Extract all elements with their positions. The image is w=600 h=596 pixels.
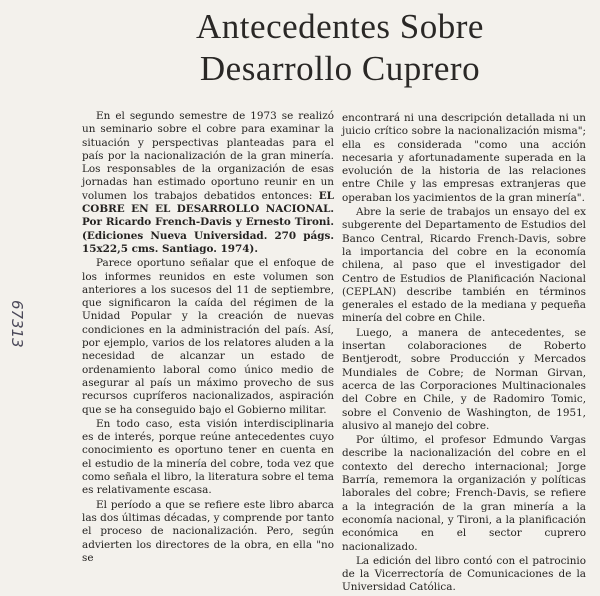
title-line-2: Desarrollo Cuprero [199,49,481,88]
left-paragraph-2: Parece oportuno señalar que el enfoque de los informes reunidos en este volumen son anteriores a los sucesos del 11 de septiembre, que significaron la caída del régimen de la Unidad Popular y la creación de nuevas condiciones en la administración del país. Así, por ejemplo, varios de los relatores aluden a la necesidad de alcanzar un estado de ordenamiento laboral como único medio de asegurar al país un máximo provecho de sus recursos cupríferos nacionalizados, aspiración que se ha conseguido bajo el Gobierno militar. [82,257,334,416]
left-p1-text: En el segundo semestre de 1973 se realizó un seminario sobre el cobre para examinar la situación y perspectivas planteadas para el país por la nacionalización de la gran minería. Los responsables de la organización de esas jornadas han estimado oportuno reunir en un volumen los trabajos debatidos entonces: [82,110,334,202]
title-line-1: Antecedentes Sobre [196,7,484,46]
book-citation: EL COBRE EN EL DESARROLLO NACIONAL. Por Ricardo French-Davis y Ernesto Tironi. (Ediciones Nueva Universidad. 270 págs. 15x22,5 cms. Santiago. 1974). [82,189,334,255]
handwritten-newspaper-name [0,150,2,470]
handwritten-catalog-code: 67313 [8,300,26,348]
right-paragraph-5: La edición del libro contó con el patrocinio de la Vicerrectoría de Comunicaciones de la Universidad Católica. [342,554,586,594]
right-paragraph-3: Luego, a manera de antecedentes, se insertan colaboraciones de Roberto Bentjerodt, sobre Producción y Mercados Mundiales de Cobre; de Norman Girvan, acerca de las Corporaciones Multinacionales del Cobre en Chile, y de Radomiro Tomic, sobre el Convenio de Washington, de 1951, alusivo al manejo del cobre. [342,326,586,432]
left-paragraph-4: El período a que se refiere este libro abarca las dos últimas décadas, y comprende por tanto el proceso de nacionalización. Pero, según advierten los directores de la obra, en ella "no se [82,498,334,564]
right-column [342,112,586,596]
handwritten-source-note [0,150,2,470]
left-column [82,110,334,566]
left-paragraph-1 [82,110,334,256]
right-paragraph-2: Abre la serie de trabajos un ensayo del ex subgerente del Departamento de Estudios del Banco Central, Ricardo French-Davis, sobre la importancia del cobre en la economía chilena, al paso que el investigador del Centro de Estudios de Planificación Nacional (CEPLAN) describe también en términos generales el estado de la mediana y pequeña minería del cobre en Chile. [342,206,586,325]
right-paragraph-4: Por último, el profesor Edmundo Vargas describe la nacionalización del cobre en el contexto del derecho internacional; Jorge Barría, rememora la organización y políticas laborales del cobre; French-Davis, se refiere a la integración de la gran minería a la economía nacional, y Tironi, a la planificación económica en el sector cuprero nacionalizado. [342,434,586,553]
article-title [160,6,520,90]
left-paragraph-3: En todo caso, esta visión interdisciplinaria es de interés, porque reúne antecedentes cuyo conocimiento es oportuno tener en cuenta en el estudio de la minería del cobre, toda vez que como señala el libro, la literatura sobre el tema es relativamente escasa. [82,417,334,497]
right-paragraph-1: encontrará ni una descripción detallada ni un juicio crítico sobre la nacionalización misma"; ella es considerada "como una acción necesaria y afortunadamente superada en la evolución de la historia de las relaciones entre Chile y las empresas extranjeras que operaban los yacimientos de la gran minería". [342,112,586,204]
